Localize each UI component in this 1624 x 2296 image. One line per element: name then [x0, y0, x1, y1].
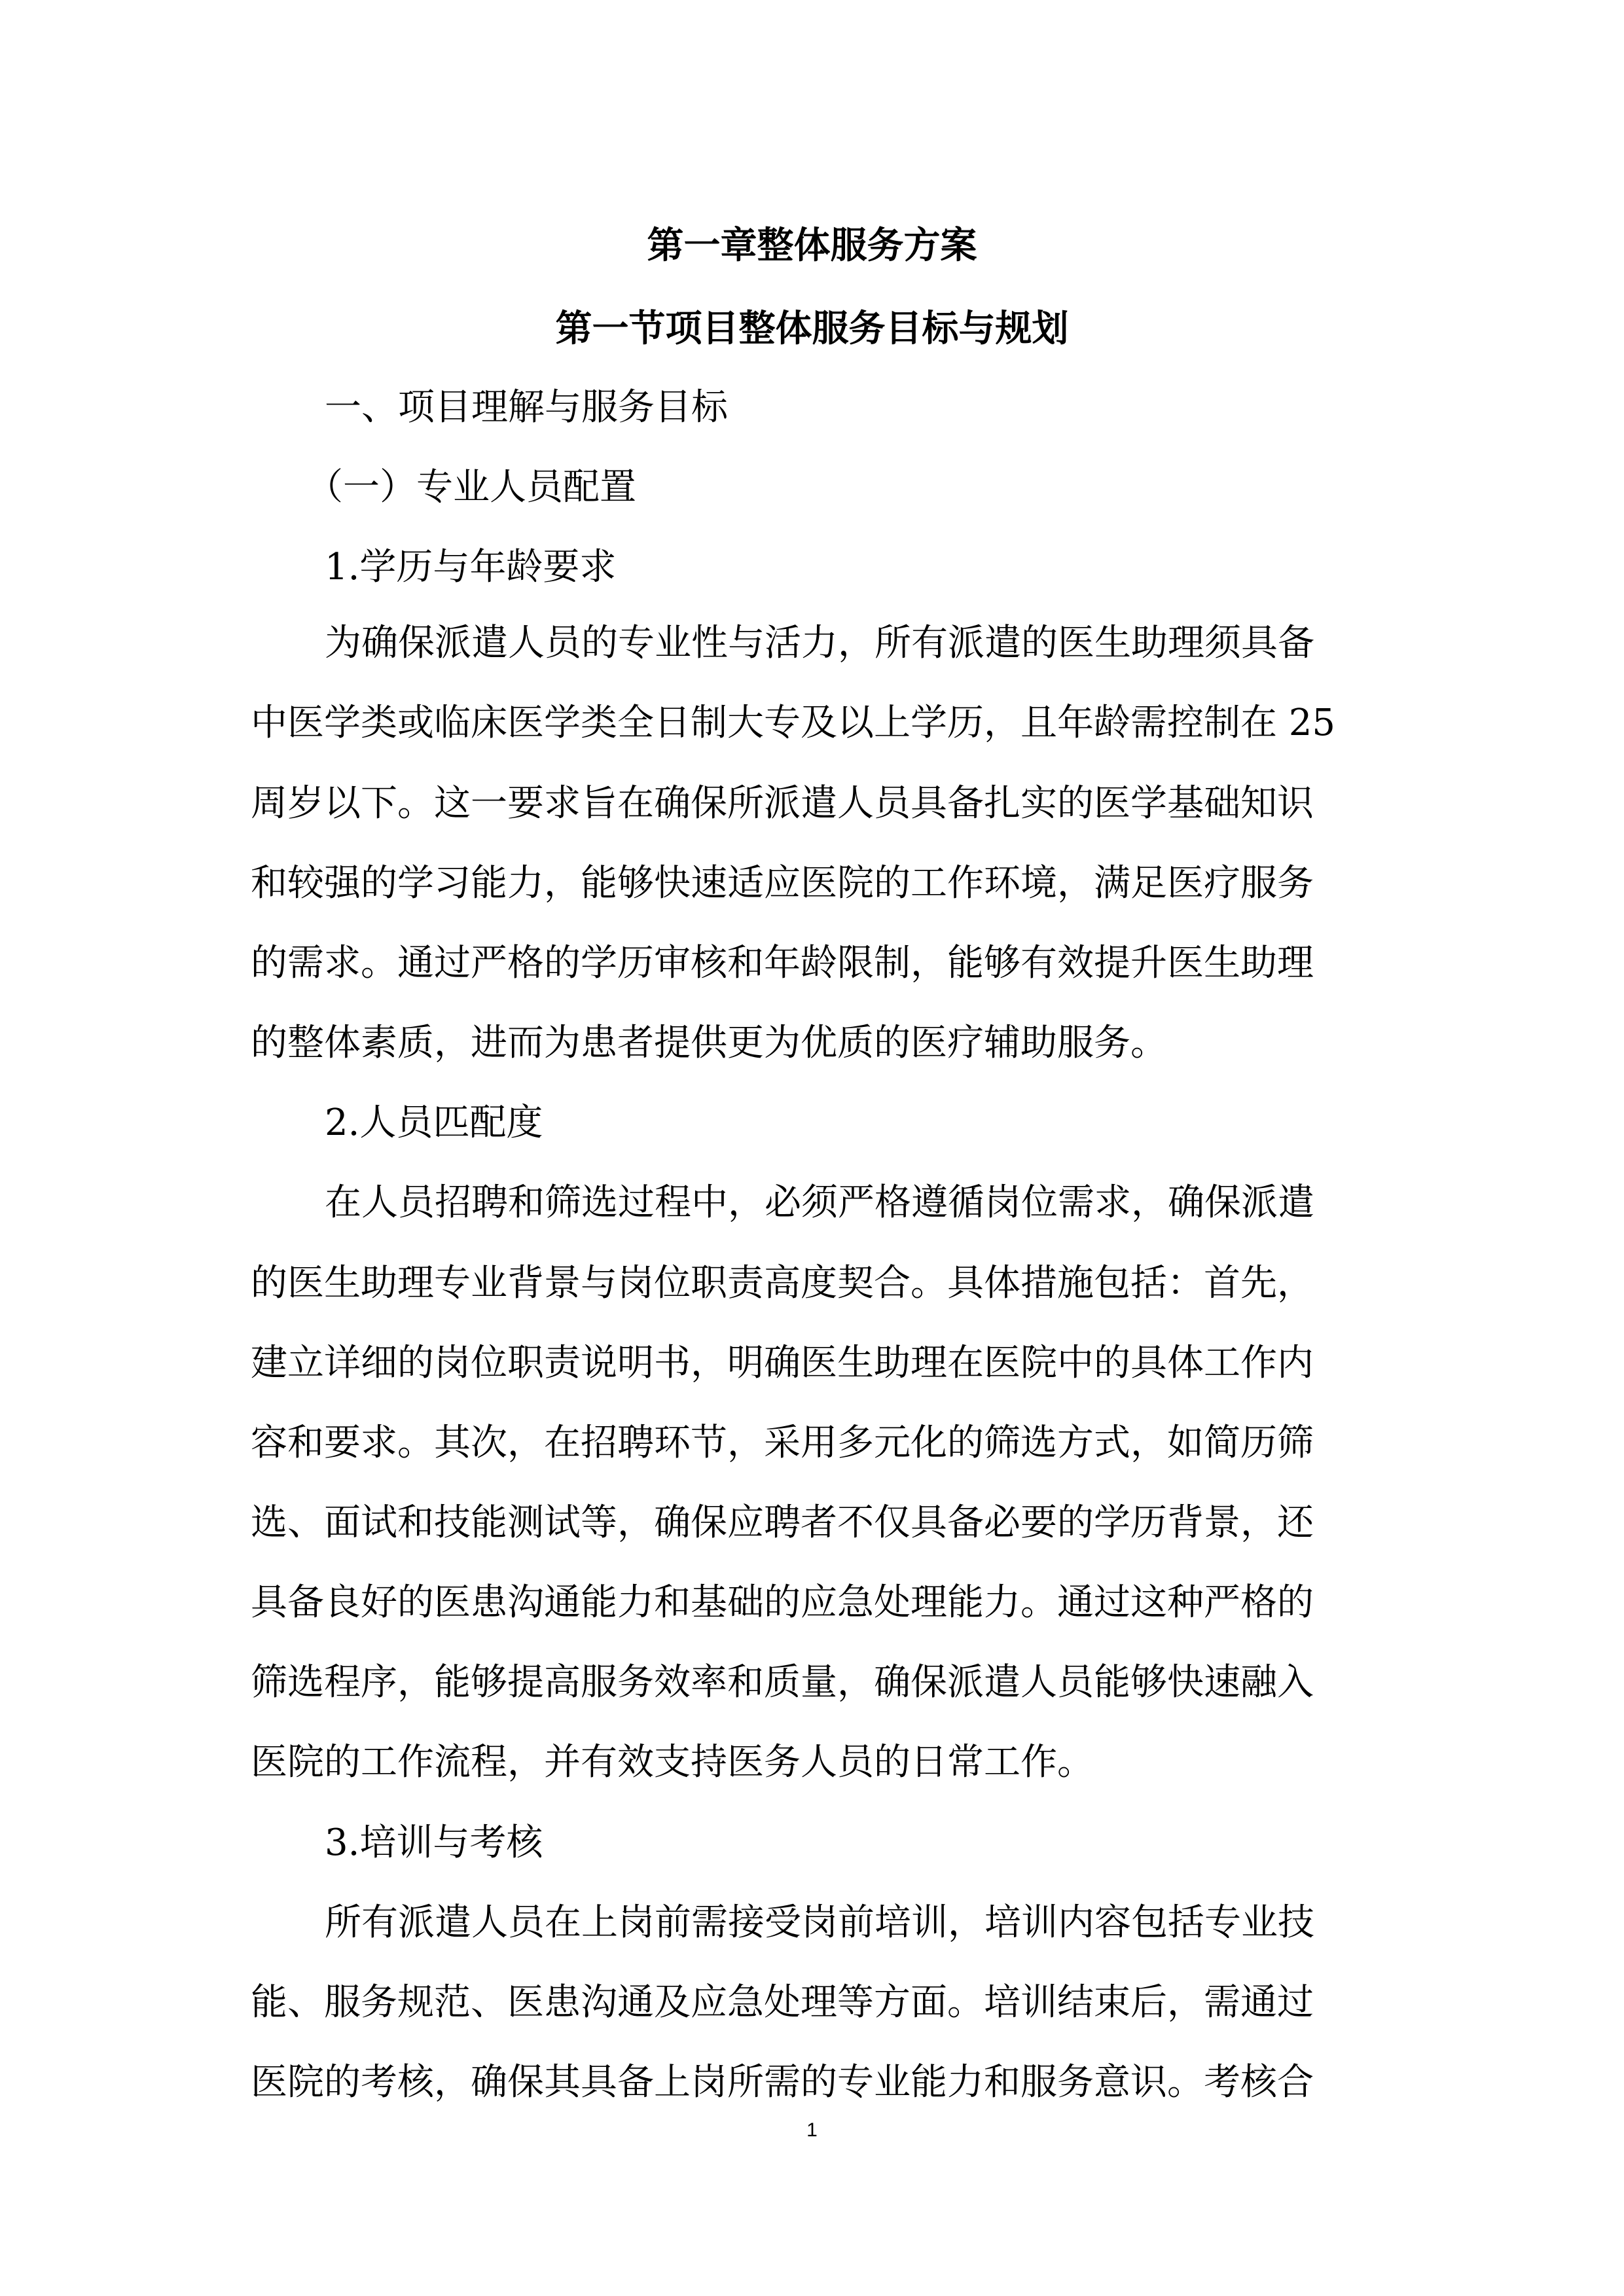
item-1-paragraph-line: 周岁以下。这一要求旨在确保所派遣人员具备扎实的医学基础知识	[251, 782, 1314, 825]
item-2-paragraph-line: 在人员招聘和筛选过程中，必须严格遵循岗位需求，确保派遣	[325, 1181, 1314, 1224]
item-3-heading: 3.培训与考核	[325, 1821, 543, 1864]
page-number: 1	[806, 2119, 818, 2141]
item-2-paragraph-line: 的医生助理专业背景与岗位职责高度契合。具体措施包括：首先，	[251, 1262, 1314, 1304]
item-2-paragraph-line: 选、面试和技能测试等，确保应聘者不仅具备必要的学历背景，还	[251, 1501, 1314, 1544]
item-1-paragraph-line: 为确保派遣人员的专业性与活力，所有派遣的医生助理须具备	[325, 622, 1314, 664]
item-2-paragraph-line: 具备良好的医患沟通能力和基础的应急处理能力。通过这种严格的	[251, 1581, 1314, 1624]
item-2-paragraph-line: 筛选程序，能够提高服务效率和质量，确保派遣人员能够快速融入	[251, 1661, 1314, 1704]
item-1-paragraph-line: 的需求。通过严格的学历审核和年龄限制，能够有效提升医生助理	[251, 942, 1314, 984]
item-1-paragraph-line: 中医学类或临床医学类全日制大专及以上学历，且年龄需控制在 25	[251, 702, 1336, 744]
heading-level-1: 一、项目理解与服务目标	[325, 386, 728, 429]
item-2-paragraph-line: 容和要求。其次，在招聘环节，采用多元化的筛选方式，如简历筛	[251, 1422, 1314, 1464]
section-title: 第一节项目整体服务目标与规划	[555, 307, 1069, 350]
item-1-heading: 1.学历与年龄要求	[325, 546, 617, 588]
item-2-heading: 2.人员匹配度	[325, 1102, 543, 1144]
item-3-paragraph-line: 医院的考核，确保其具备上岗所需的专业能力和服务意识。考核合	[251, 2061, 1314, 2104]
item-3-paragraph-line: 所有派遣人员在上岗前需接受岗前培训，培训内容包括专业技	[325, 1901, 1314, 1944]
item-2-paragraph-line: 医院的工作流程，并有效支持医务人员的日常工作。	[251, 1741, 1094, 1784]
item-1-paragraph-line: 的整体素质，进而为患者提供更为优质的医疗辅助服务。	[251, 1022, 1167, 1064]
item-1-paragraph-line: 和较强的学习能力，能够快速适应医院的工作环境，满足医疗服务	[251, 862, 1314, 905]
item-2-paragraph-line: 建立详细的岗位职责说明书，明确医生助理在医院中的具体工作内	[251, 1342, 1314, 1384]
item-3-paragraph-line: 能、服务规范、医患沟通及应急处理等方面。培训结束后，需通过	[251, 1981, 1314, 2024]
chapter-title: 第一章整体服务方案	[647, 224, 977, 267]
heading-level-2: （一）专业人员配置	[306, 466, 636, 509]
